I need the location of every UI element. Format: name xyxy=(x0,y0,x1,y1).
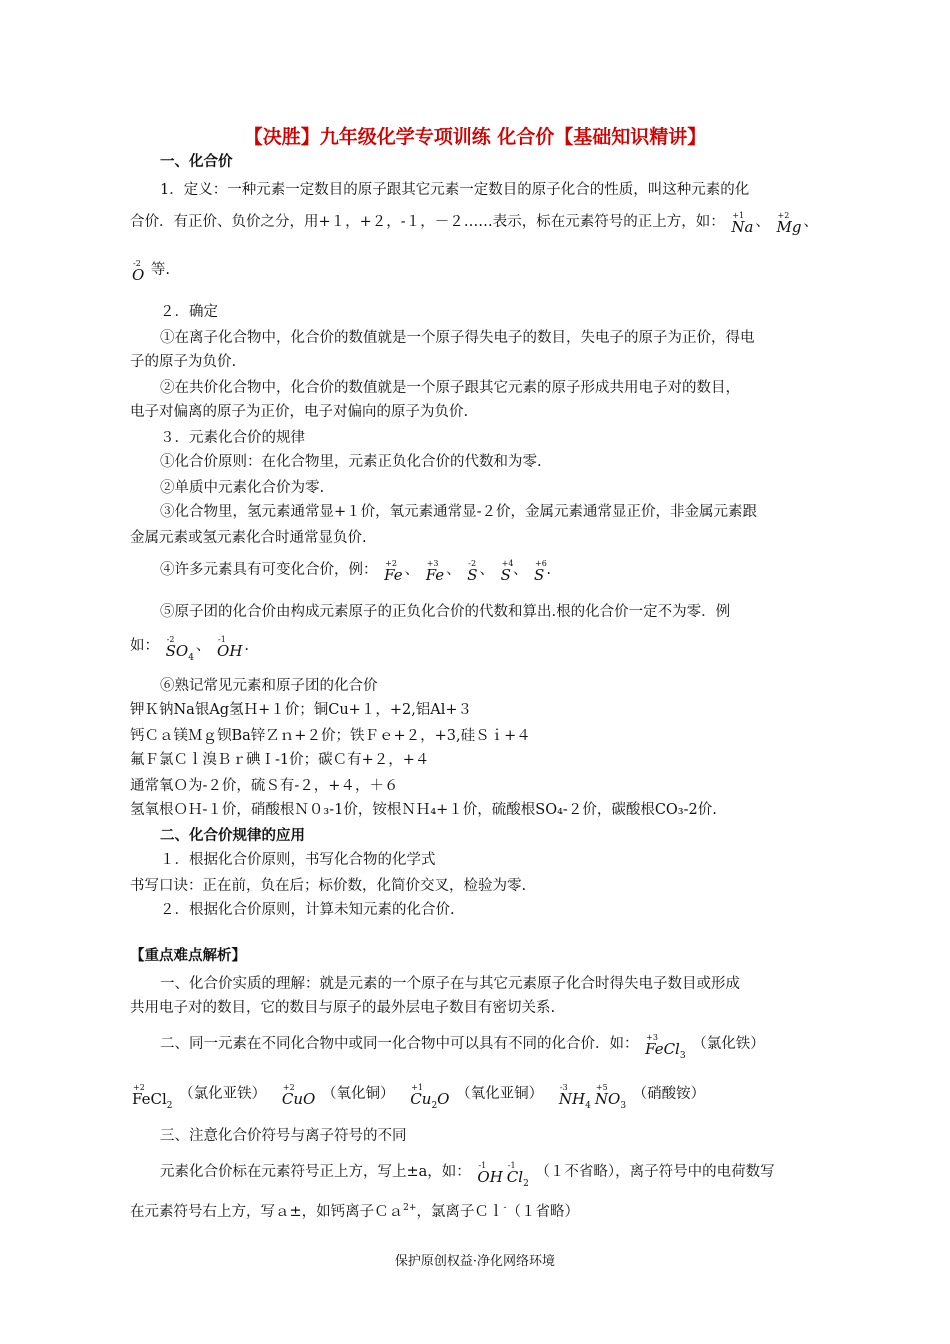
valence-fecl3: +3 FeCl$_3$ xyxy=(645,1033,686,1061)
rule-radical-text: 如： xyxy=(130,638,159,654)
rule-principle: ①化合价原则：在化合物里，元素正负化合价的代数和为零. xyxy=(160,454,542,470)
ion-charge-cl: - xyxy=(503,1203,507,1213)
definition-end: 等. xyxy=(150,262,171,278)
key-point-1a: 一、化合价实质的理解：就是元素的一个原子在与其它元素原子化合时得失电子数目或形成 xyxy=(160,976,740,992)
key-point-2b xyxy=(130,1080,705,1116)
rule-variable-text: ④许多元素具有可变化合价，例： xyxy=(160,562,378,578)
page-footer: 保护原创权益·净化网络环境 xyxy=(394,1254,556,1269)
ion-text-1: 在元素符号右上方，写ａ±，如钙离子Ｃａ xyxy=(130,1204,404,1220)
memorize-heading: ⑥熟记常见元素和原子团的化合价 xyxy=(160,678,378,694)
section-heading-1: 一、化合价 xyxy=(160,154,233,170)
valence-fe2: +2 Fe xyxy=(384,559,403,584)
key-point-1b: 共用电子对的数目，它的数目与原子的最外层电子数目有密切关系. xyxy=(130,1000,556,1016)
valence-s6: +6 S xyxy=(534,559,547,584)
valence-oh-example: -1 OH xyxy=(477,1161,503,1186)
valence-cu2o: +1 $Cu_2O$ xyxy=(410,1083,450,1111)
name-ammonium-nitrate: （硝酸铵） xyxy=(632,1086,706,1102)
rule-covalent-1: ②在共价化合物中，化合价的数值就是一个原子跟其它元素的原子形成共用电子对的数目， xyxy=(160,380,740,396)
valence-o: -2 O xyxy=(132,259,145,284)
key-point-4-text: 元素化合价标在元素符号正上方，写上±a，如： xyxy=(160,1164,471,1180)
valence-cuo: +2 CuO xyxy=(281,1083,316,1108)
subsection-3: ３．元素化合价的规律 xyxy=(160,430,305,446)
rule-radical-2: 如： -2 $SO_4$、 -1 OH . xyxy=(130,632,249,668)
valence-cl2-example: -1 $Cl_2$ xyxy=(506,1161,529,1189)
application-1: １．根据化合价原则，书写化合物的化学式 xyxy=(160,852,436,868)
rule-elemental: ②单质中元素化合价为零. xyxy=(160,480,325,496)
key-point-2-text: 二、同一元素在不同化合物中或同一化合物中可以具有不同的化合价．如： xyxy=(160,1036,639,1052)
rule-variable: ④许多元素具有可变化合价，例： +2 Fe 、 +3 Fe 、 -2 S 、 +4 S 、 +6 S . xyxy=(160,556,551,585)
memorize-line-5: 氢氧根ＯＨ-１价，硝酸根Ｎ０₃-1价，铵根ＮＨ₄+１价，硫酸根SO₄-２价，碳酸根CO₃-2价. xyxy=(130,802,717,818)
memorize-line-4: 通常氧Ｏ为-２价，硫Ｓ有-２，+４，＋６ xyxy=(130,778,399,794)
valence-fecl2: +2 FeCl$_2$ xyxy=(132,1083,173,1111)
valence-oh: -1 OH xyxy=(217,635,243,660)
page-title: 【决胜】九年级化学专项训练 化合价【基础知识精讲】 xyxy=(243,126,707,148)
key-point-3: 三、注意化合价符号与离子符号的不同 xyxy=(160,1128,407,1144)
application-mnemonic: 书写口诀：正在前，负在后；标价数，化简价交叉，检验为零. xyxy=(130,878,527,894)
section-heading-2: 二、化合价规律的应用 xyxy=(160,828,305,844)
definition-line-2 xyxy=(130,208,818,237)
rule-radical-1: ⑤原子团的化合价由构成元素原子的正负化合价的代数和算出.根的化合价一定不为零．例 xyxy=(160,604,731,620)
definition-text: 合价．有正价、负价之分，用+１，+２，-１，－２……表示，标在元素符号的正上方，如： xyxy=(130,214,725,230)
ion-text-2: ，氯离子Ｃｌ xyxy=(416,1204,504,1220)
memorize-line-1: 钾Ｋ钠Na银Ag氢Ｈ+１价；铜Cu+１，+2,铝Al+３ xyxy=(130,702,473,718)
valence-so4: -2 $SO_4$ xyxy=(165,635,194,663)
key-point-4-tail: （１不省略），离子符号中的电荷数写 xyxy=(535,1164,775,1180)
definition-line-3 xyxy=(130,256,170,285)
rule-compound-1: ③化合物里，氢元素通常显+１价，氧元素通常显-２价，金属元素通常显正价，非金属元素跟 xyxy=(160,504,758,520)
name-copper-oxide: （氧化铜） xyxy=(321,1086,395,1102)
rule-ionic-1: ①在离子化合物中，化合价的数值就是一个原子得失电子的数目，失电子的原子为正价，得电 xyxy=(160,330,755,346)
ion-charge-ca: 2+ xyxy=(403,1203,417,1213)
ion-text-3: （１省略） xyxy=(506,1204,579,1220)
valence-s-2: -2 S xyxy=(467,559,478,584)
separator: 、 xyxy=(755,214,770,230)
valence-nh4: -3 $NH_4$ xyxy=(558,1083,591,1111)
rule-covalent-2: 电子对偏离的原子为正价，电子对偏向的原子为负价. xyxy=(130,404,469,420)
rule-compound-2: 金属元素或氢元素化合时通常显负价. xyxy=(130,530,367,546)
memorize-line-2: 钙Ｃａ镁Ｍｇ钡Ba锌Ｚｎ+２价；铁Ｆｅ+２，+3,硅Ｓｉ+４ xyxy=(130,728,531,744)
definition-line-1: 1．定义：一种元素一定数目的原子跟其它元素一定数目的原子化合的性质，叫这种元素的化 xyxy=(160,182,750,198)
name-ferric-chloride: （氯化铁） xyxy=(692,1036,765,1052)
valence-fe3: +3 Fe xyxy=(425,559,445,584)
name-cuprous-oxide: （氧化亚铜） xyxy=(456,1086,544,1102)
key-point-4a xyxy=(160,1158,775,1194)
subsection-2: ２．确定 xyxy=(160,304,218,320)
key-point-5 xyxy=(130,1198,579,1222)
valence-s4: +4 S xyxy=(500,559,514,584)
separator: 、 xyxy=(803,214,818,230)
key-point-2a xyxy=(160,1030,765,1066)
memorize-line-3: 氟Ｆ氯Ｃｌ溴Ｂｒ碘Ｉ-1价；碳Ｃ有+２，+４ xyxy=(130,752,430,768)
rule-ionic-2: 子的原子为负价. xyxy=(130,354,237,370)
valence-mg: +2 Mg xyxy=(776,211,802,236)
section-heading-3: 【重点难点解析】 xyxy=(130,948,246,964)
valence-no3: +5 $NO_3$ xyxy=(594,1083,627,1111)
name-ferrous-chloride: （氯化亚铁） xyxy=(179,1086,267,1102)
valence-na: +1 Na xyxy=(731,211,754,236)
application-2: ２．根据化合价原则，计算未知元素的化合价. xyxy=(160,902,455,918)
